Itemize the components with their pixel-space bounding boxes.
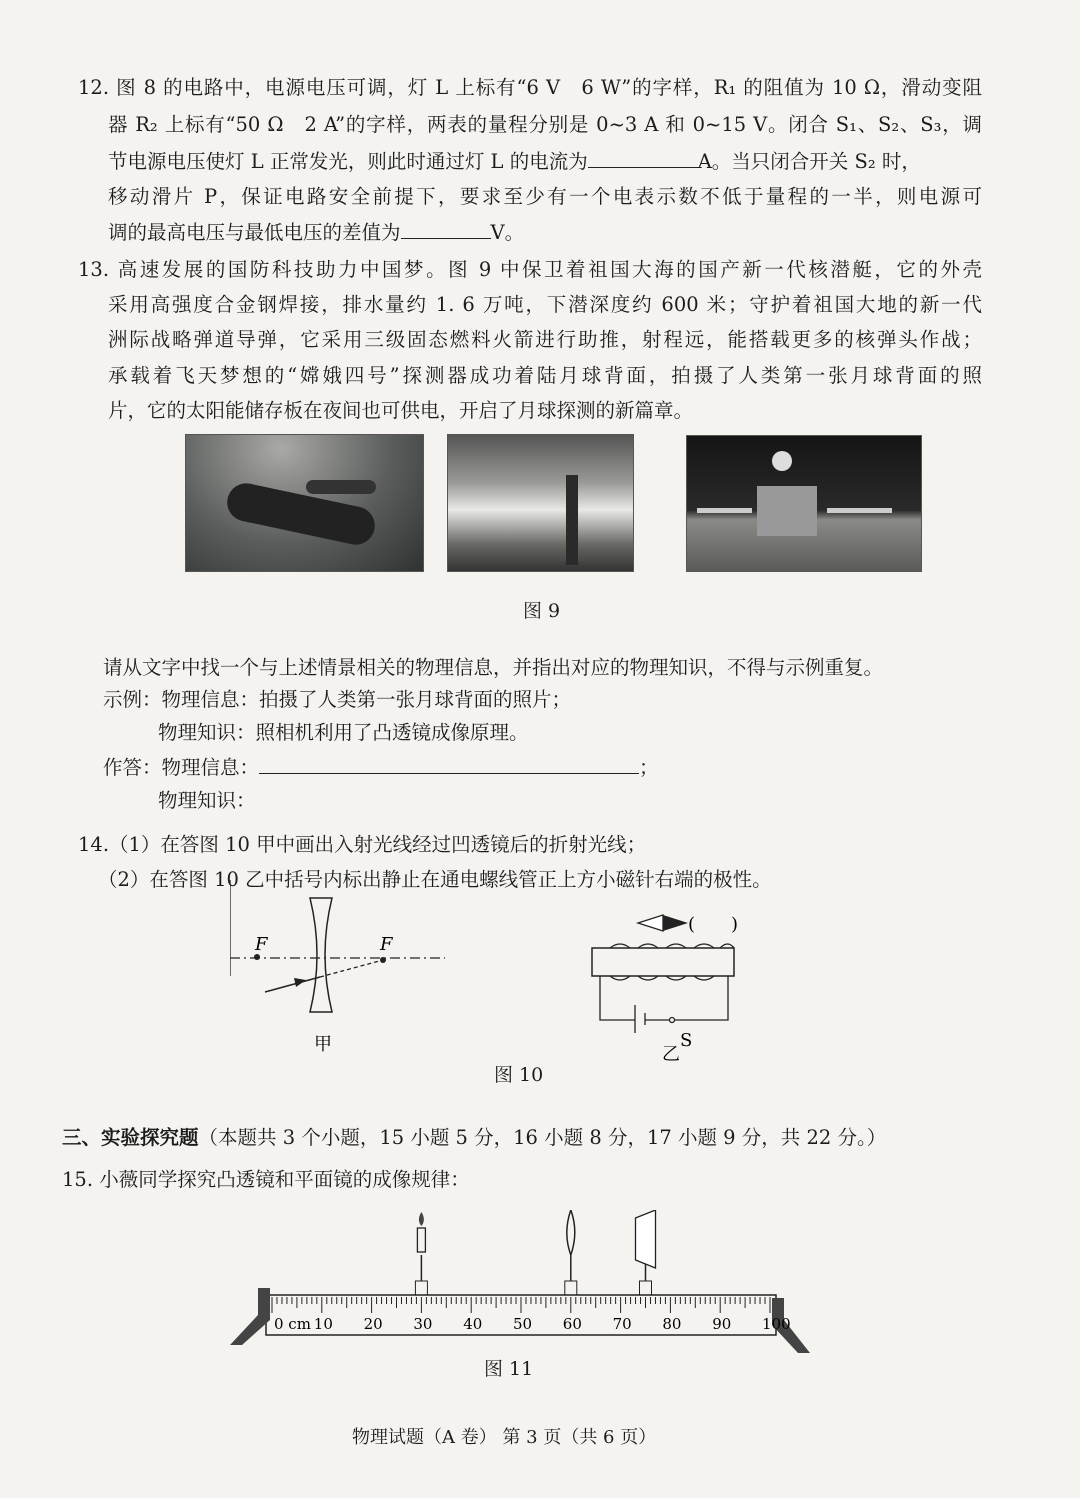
- answer-blank-knowledge[interactable]: [256, 788, 636, 807]
- flame-icon: [419, 1212, 424, 1226]
- q12-line-5: [108, 220, 524, 245]
- q12-text: A。当只闭合开关 S₂ 时，: [697, 150, 921, 173]
- q15-line-1: 15. 小薇同学探究凸透镜和平面镜的成像规律：: [62, 1168, 470, 1191]
- ruler-label: 30: [413, 1315, 433, 1333]
- ruler-label: 0 cm: [274, 1315, 311, 1333]
- ruler-label: 50: [513, 1315, 533, 1333]
- lens-base: [565, 1281, 577, 1295]
- q13-line-3: 洲际战略弹道导弹，它采用三级固态燃料火箭进行助推，射程远，能搭载更多的核弹头作战；: [108, 328, 982, 351]
- q12-line-2: 器 R₂ 上标有“50 Ω 2 A”的字样，两表的量程分别是 0~3 A 和 0~15 V。闭合 S₁、S₂、S₃，调: [108, 113, 982, 136]
- screen-base: [640, 1281, 652, 1295]
- answer-knowledge-label: 物理知识：: [158, 789, 256, 812]
- q13-answer-info: [103, 755, 659, 780]
- figure-10: [230, 880, 830, 1080]
- yi-label: 乙: [662, 1044, 680, 1065]
- solenoid-circuit-diagram: [230, 880, 738, 1065]
- submarine-photo: [185, 434, 424, 572]
- section-3-heading: [62, 1126, 886, 1150]
- q12-text: 调的最高电压与最低电压的差值为: [108, 221, 401, 244]
- q14-line-2: （2）在答图 10 乙中括号内标出静止在通电螺线管正上方小磁针右端的极性。: [98, 868, 772, 891]
- answer-blank-info[interactable]: [259, 755, 639, 774]
- answer-blank-voltage[interactable]: [401, 220, 491, 239]
- ruler-label: 90: [712, 1315, 732, 1333]
- candle-icon: [417, 1228, 425, 1252]
- light-screen-icon: [636, 1210, 656, 1268]
- q12-line-4: 移动滑片 P，保证电路安全前提下，要求至少有一个电表示数不低于量程的一半，则电源可: [108, 185, 982, 208]
- q13-answer-knowledge: [158, 788, 636, 813]
- q12-line-3: [108, 149, 982, 174]
- convex-lens-icon: [567, 1210, 575, 1255]
- figure-9-caption: 图 9: [523, 600, 561, 622]
- semicolon: ；: [639, 756, 659, 779]
- optical-bench-figure: [230, 1210, 830, 1360]
- q13-example-knowledge: 物理知识：照相机利用了凸透镜成像原理。: [158, 721, 529, 744]
- q13-prompt: 请从文字中找一个与上述情景相关的物理信息，并指出对应的物理知识，不得与示例重复。: [103, 656, 884, 679]
- pole-bracket[interactable]: ( ): [688, 914, 739, 935]
- section-3-title: 三、实验探究题: [62, 1126, 199, 1149]
- switch-label: S: [680, 1030, 693, 1051]
- q12-line-1: 12. 图 8 的电路中，电源电压可调，灯 L 上标有“6 V 6 W”的字样，R₁ 的阻值为 10 Ω，滑动变阻: [78, 76, 982, 99]
- answer-blank-current[interactable]: [588, 149, 698, 168]
- q13-line-4: 承载着飞天梦想的“嫦娥四号”探测器成功着陆月球背面，拍摄了人类第一张月球背面的照: [108, 364, 982, 387]
- candle-base: [415, 1281, 427, 1295]
- focus-left-label: F: [255, 934, 268, 955]
- page-footer: 物理试题（A 卷） 第 3 页（共 6 页）: [352, 1427, 657, 1448]
- concave-lens-diagram: [230, 898, 445, 1055]
- section-3-detail: （本题共 3 个小题，15 小题 5 分，16 小题 8 分，17 小题 9 分，共 22 分。）: [198, 1126, 887, 1149]
- ruler-label: 80: [662, 1315, 682, 1333]
- figure-11-caption: 图 11: [484, 1358, 534, 1380]
- q12-text: 节电源电压使灯 L 正常发光，则此时通过灯 L 的电流为: [108, 150, 588, 173]
- focus-right-label: F: [380, 934, 393, 955]
- figure-10-caption: 图 10: [494, 1064, 544, 1086]
- q13-line-5: 片，它的太阳能储存板在夜间也可供电，开启了月球探测的新篇章。: [108, 399, 694, 422]
- q13-example-info: 示例：物理信息：拍摄了人类第一张月球背面的照片；: [103, 688, 572, 711]
- q13-line-2: 采用高强度合金钢焊接，排水量约 1. 6 万吨，下潜深度约 600 米；守护着祖国大地的新一代: [108, 293, 982, 316]
- ruler-label: 10: [313, 1315, 333, 1333]
- magnetic-needle-icon: [638, 915, 663, 931]
- q12-text: V。: [490, 221, 525, 244]
- ruler-label: 20: [363, 1315, 383, 1333]
- jia-label: 甲: [314, 1034, 332, 1055]
- q14-line-1: 14.（1）在答图 10 甲中画出入射光线经过凹透镜后的折射光线；: [78, 833, 647, 856]
- ruler-label: 100: [762, 1315, 791, 1333]
- moon-rover-photo: [686, 435, 922, 572]
- q13-line-1: 13. 高速发展的国防科技助力中国梦。图 9 中保卫着祖国大海的国产新一代核潜艇，它的外壳: [78, 258, 982, 281]
- ruler-label: 70: [612, 1315, 632, 1333]
- ruler-label: 40: [463, 1315, 483, 1333]
- left-ruler-support: [230, 1288, 270, 1345]
- answer-label: 作答：物理信息：: [103, 756, 260, 779]
- ruler-label: 60: [562, 1315, 582, 1333]
- missile-launch-photo: [447, 434, 634, 572]
